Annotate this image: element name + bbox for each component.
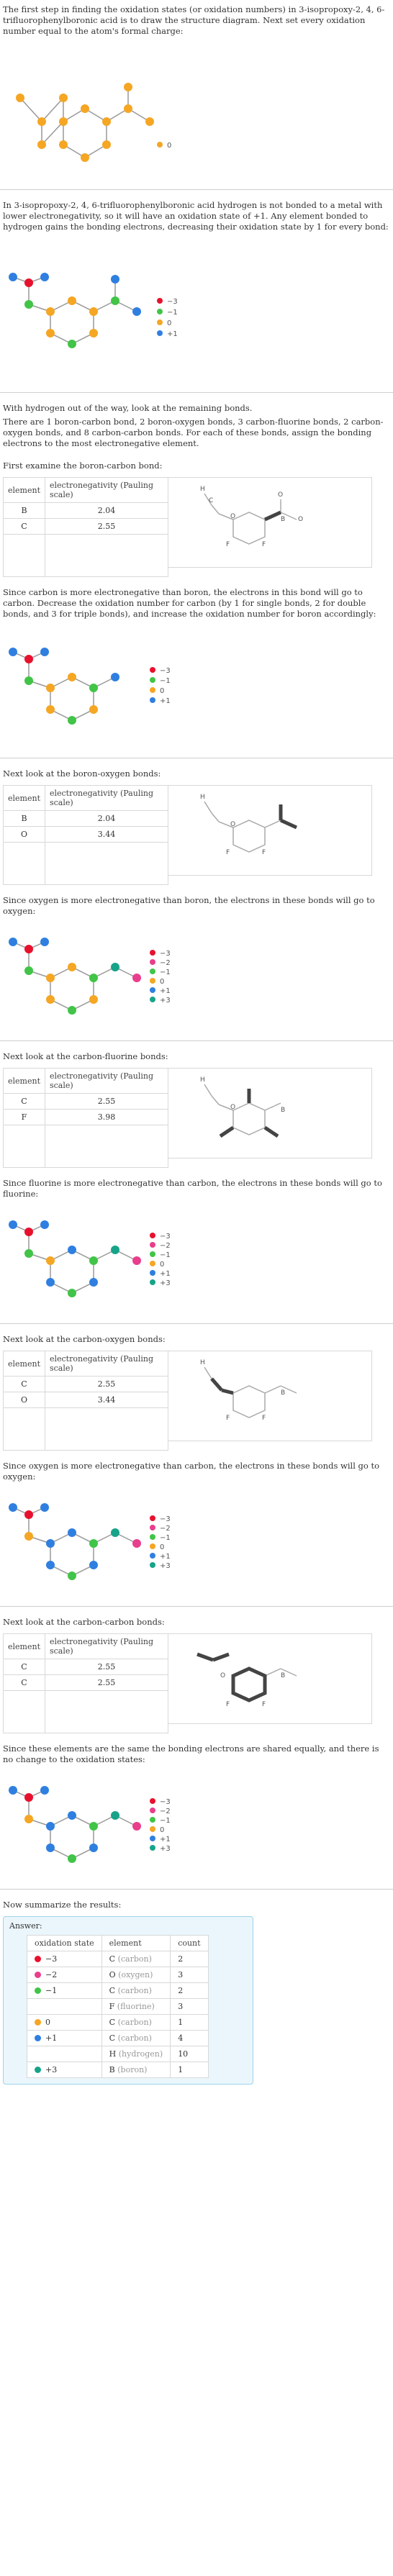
summary-table xyxy=(27,1935,209,2078)
molecule-diagram-hydrogen xyxy=(0,232,393,376)
svg-text:F: F xyxy=(262,1415,266,1422)
svg-text:−1: −1 xyxy=(160,1534,171,1542)
svg-text:−1: −1 xyxy=(167,309,178,317)
col-header-element: element xyxy=(101,1936,171,1951)
separator xyxy=(0,1606,393,1607)
svg-text:F: F xyxy=(226,849,230,856)
remaining-bonds-section xyxy=(0,399,393,456)
table-row: F (fluorine) 3 xyxy=(27,1999,209,2015)
molecule-diagram-step-0 xyxy=(0,620,393,742)
step-heading: Next look at the carbon-oxygen bonds: xyxy=(3,1334,166,1344)
step-carbon-fluorine xyxy=(0,1047,393,1315)
bond-highlight-diagram xyxy=(168,785,372,876)
separator xyxy=(0,1323,393,1324)
separator xyxy=(0,392,393,393)
svg-text:+3: +3 xyxy=(160,1279,171,1287)
table-row: C 2.55 xyxy=(4,1675,168,1691)
svg-text:+3: +3 xyxy=(160,997,171,1004)
separator xyxy=(0,189,393,190)
svg-text:F: F xyxy=(262,541,266,548)
svg-text:H: H xyxy=(200,1359,205,1366)
hydrogen-text: In 3-isopropoxy-2, 4, 6-trifluorophenylboronic acid hydrogen is not bonded to a metal with lower electronegativity, so it will have an oxidation state of +1. Any element bonded to hydrogen gains the bonding electrons, decreasing their oxidation state by 1 for every bond: xyxy=(3,200,389,232)
svg-text:−2: −2 xyxy=(160,959,171,967)
table-row: F 3.98 xyxy=(4,1110,168,1125)
table-row: C 2.55 xyxy=(4,1094,168,1110)
answer-label: Answer: xyxy=(9,1921,42,1931)
step-heading: First examine the boron-carbon bond: xyxy=(3,461,163,471)
hydrogen-step-atoms xyxy=(9,273,141,348)
svg-text:0: 0 xyxy=(160,1826,165,1834)
svg-text:+3: +3 xyxy=(160,1845,171,1853)
svg-text:+1: +1 xyxy=(160,1270,171,1278)
legend-step-0 xyxy=(150,667,171,705)
answer-box xyxy=(3,1916,253,2085)
svg-text:−1: −1 xyxy=(160,969,171,976)
remaining-text-2: There are 1 boron-carbon bond, 2 boron-oxygen bonds, 3 carbon-fluorine bonds, 2 carbon-oxygen bonds, and 8 carbon-carbon bonds. For each of these bonds, assign the bonding electrons to the most electronegative element. xyxy=(3,417,384,448)
svg-text:0: 0 xyxy=(160,1543,165,1551)
table-row: C 2.55 xyxy=(4,1659,168,1675)
formal-charge-atoms xyxy=(16,83,154,162)
table-row: C 2.55 xyxy=(4,1377,168,1392)
svg-text:B: B xyxy=(281,516,286,523)
summary-text: Now summarize the results: xyxy=(3,1900,122,1910)
col-header-oxidation-state: oxidation state xyxy=(27,1936,102,1951)
step-boron-oxygen xyxy=(0,764,393,1032)
svg-text:B: B xyxy=(281,1389,286,1397)
svg-text:B: B xyxy=(281,1107,286,1114)
molecule-diagram-step-1 xyxy=(0,917,393,1025)
legend-step-1 xyxy=(150,950,171,1004)
bond-highlight-diagram xyxy=(168,477,372,568)
svg-text:−3: −3 xyxy=(160,1515,171,1523)
svg-text:+1: +1 xyxy=(160,1553,171,1561)
molecule-diagram-step-2 xyxy=(0,1199,393,1307)
svg-text:−1: −1 xyxy=(160,1817,171,1825)
svg-text:0: 0 xyxy=(160,978,165,986)
svg-text:−1: −1 xyxy=(160,1251,171,1259)
svg-text:−3: −3 xyxy=(167,298,178,306)
svg-text:F: F xyxy=(226,1701,230,1708)
molecule-diagram-step-4 xyxy=(0,1765,393,1873)
step-carbon-oxygen xyxy=(0,1330,393,1597)
step-result: Since these elements are the same the bonding electrons are shared equally, and there is no change to the oxidation states: xyxy=(3,1743,379,1764)
molecule-diagram-step-3 xyxy=(0,1482,393,1590)
svg-text:+1: +1 xyxy=(160,697,171,705)
step-heading: Next look at the carbon-fluorine bonds: xyxy=(3,1051,168,1061)
svg-text:−2: −2 xyxy=(160,1808,171,1815)
step-result: Since oxygen is more electronegative than carbon, the electrons in these bonds will go to oxygen: xyxy=(3,1461,380,1482)
svg-text:−3: −3 xyxy=(160,1233,171,1241)
table-row: O 3.44 xyxy=(4,827,168,843)
svg-text:O: O xyxy=(230,513,236,520)
step-4-atoms xyxy=(9,1786,141,1863)
legend-hydrogen xyxy=(157,298,178,338)
electronegativity-table: element electronegativity (Pauling scale) C 2.55 O 3.44 xyxy=(3,1351,168,1451)
bond-highlight-diagram xyxy=(168,1068,372,1158)
table-row: +3 B (boron) 1 xyxy=(27,2062,209,2078)
table-row: −2 O (oxygen) 3 xyxy=(27,1967,209,1983)
electronegativity-table: element electronegativity (Pauling scale) C 2.55 F 3.98 xyxy=(3,1068,168,1168)
svg-text:0: 0 xyxy=(160,687,165,695)
table-row: −1 C (carbon) 2 xyxy=(27,1983,209,1999)
step-result: Since oxygen is more electronegative than boron, the electrons in these bonds will go to oxygen: xyxy=(3,895,375,916)
svg-text:H: H xyxy=(200,1076,205,1084)
step-0-atoms xyxy=(9,648,119,725)
svg-text:−3: −3 xyxy=(160,1798,171,1806)
legend-step-4 xyxy=(150,1798,171,1853)
svg-text:−3: −3 xyxy=(160,667,171,675)
step-result: Since carbon is more electronegative than boron, the electrons in this bond will go to carbon. Decrease the oxidation number for carbon (by 1 for single bonds, 2 for double bonds, and 3 for triple bonds), and increase the oxidation number for boron accordingly: xyxy=(3,587,376,619)
legend-label-zero: 0 xyxy=(167,142,172,150)
legend-intro xyxy=(157,142,171,150)
electronegativity-table: element electronegativity (Pauling scale) C 2.55 C 2.55 xyxy=(3,1633,168,1733)
svg-text:O: O xyxy=(298,516,304,523)
electronegativity-table xyxy=(3,477,168,577)
col-header-electronegativity: electronegativity (Pauling scale) xyxy=(45,478,168,503)
remaining-text-1: With hydrogen out of the way, look at the remaining bonds. xyxy=(3,403,253,413)
step-heading: Next look at the boron-oxygen bonds: xyxy=(3,768,161,779)
intro-text: The first step in finding the oxidation states (or oxidation numbers) in 3-isopropoxy-2, 4, 6-trifluorophenylboronic acid is to draw the structure diagram. Next set every oxidation number equal to the atom's formal charge: xyxy=(3,4,385,36)
svg-text:O: O xyxy=(220,1672,226,1679)
step-result: Since fluorine is more electronegative than carbon, the electrons in these bonds will go to fluorine: xyxy=(3,1178,382,1199)
table-row: +1 C (carbon) 4 xyxy=(27,2031,209,2046)
svg-text:−2: −2 xyxy=(160,1242,171,1250)
table-row: B 2.04 xyxy=(4,503,168,519)
molecule-diagram-formal-charges xyxy=(0,37,393,173)
svg-text:H: H xyxy=(200,486,205,493)
svg-text:+1: +1 xyxy=(160,987,171,995)
svg-text:F: F xyxy=(226,541,230,548)
electronegativity-table: element electronegativity (Pauling scale) B 2.04 O 3.44 xyxy=(3,785,168,885)
svg-text:−1: −1 xyxy=(160,677,171,685)
hydrogen-section xyxy=(0,196,393,384)
step-3-atoms xyxy=(9,1503,141,1580)
svg-text:H: H xyxy=(200,794,205,801)
table-row: H (hydrogen) 10 xyxy=(27,2046,209,2062)
col-header-count: count xyxy=(171,1936,208,1951)
summary-section xyxy=(0,1895,393,2092)
svg-text:+3: +3 xyxy=(160,1562,171,1570)
svg-text:O: O xyxy=(230,821,236,828)
svg-text:C: C xyxy=(209,497,214,504)
svg-text:O: O xyxy=(278,491,284,499)
table-row: O 3.44 xyxy=(4,1392,168,1408)
table-row: −3 C (carbon) 2 xyxy=(27,1951,209,1967)
table-row: C 2.55 xyxy=(4,519,168,535)
step-boron-carbon xyxy=(0,456,393,749)
separator xyxy=(0,1889,393,1890)
col-header-element: element xyxy=(4,478,45,503)
step-2-atoms xyxy=(9,1220,141,1297)
bond-highlight-diagram xyxy=(168,1351,372,1441)
bond-highlight-diagram xyxy=(168,1633,372,1724)
svg-text:F: F xyxy=(262,849,266,856)
legend-step-2 xyxy=(150,1233,171,1287)
legend-step-3 xyxy=(150,1515,171,1570)
intro-section xyxy=(0,0,393,181)
svg-text:F: F xyxy=(226,1415,230,1422)
svg-text:B: B xyxy=(281,1672,286,1679)
step-heading: Next look at the carbon-carbon bonds: xyxy=(3,1617,165,1627)
svg-text:O: O xyxy=(230,1104,236,1111)
svg-text:−2: −2 xyxy=(160,1525,171,1533)
svg-text:F: F xyxy=(262,1701,266,1708)
svg-text:0: 0 xyxy=(167,319,172,327)
svg-text:+1: +1 xyxy=(167,330,178,338)
step-1-atoms xyxy=(9,938,141,1015)
step-carbon-carbon xyxy=(0,1613,393,1880)
svg-text:−3: −3 xyxy=(160,950,171,958)
separator xyxy=(0,1040,393,1041)
svg-text:0: 0 xyxy=(160,1261,165,1269)
svg-text:+1: +1 xyxy=(160,1836,171,1843)
table-row: B 2.04 xyxy=(4,811,168,827)
table-row: 0 C (carbon) 1 xyxy=(27,2015,209,2031)
